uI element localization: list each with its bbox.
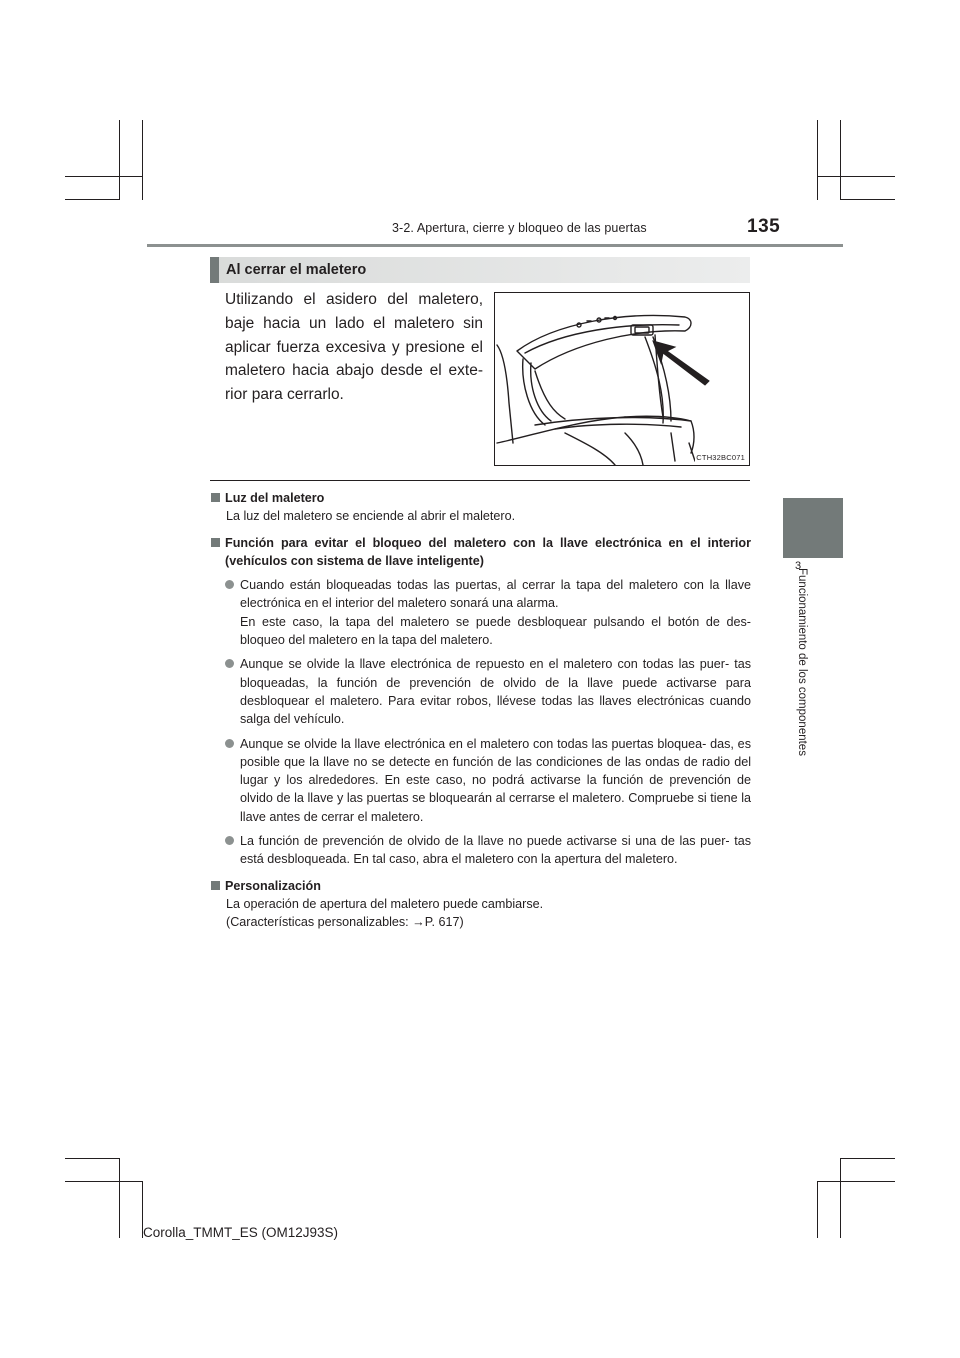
list-item-text: La función de prevención de olvido de la llave no puede activarse si una de las puer- tas está desbloqueada. En tal caso, abra el maletero con la apertura del maletero. xyxy=(240,834,751,867)
crop-mark xyxy=(840,1158,895,1159)
crop-mark xyxy=(817,120,818,200)
crop-mark xyxy=(142,120,143,200)
crop-mark xyxy=(65,176,142,177)
round-bullet-icon xyxy=(225,739,234,748)
list-item-text: Aunque se olvide la llave electrónica en el maletero con todas las puertas bloquea- das, es posible que la llave no se detecte en función de las condiciones de las ondas de radio del lugar y los alrededores. En este caso, no podrá activarse la función de prevención de olvido de la llave y las puertas se bloquearán al cerrarse el maletero. Compruebe si tiene la llave antes de cerrar el maletero. xyxy=(240,736,751,824)
note-heading xyxy=(211,534,751,571)
chapter-tab xyxy=(783,498,843,558)
list-item xyxy=(211,735,751,826)
note-body: La operación de apertura del maletero puede cambiarse. xyxy=(226,896,544,911)
crop-mark xyxy=(840,1158,841,1238)
note-body-reference[interactable]: (Características personalizables: →P. 617) xyxy=(226,915,464,930)
list-item-text: En este caso, la tapa del maletero se puede desbloquear pulsando el botón de des- bloqueo del maletero en la tapa del maletero. xyxy=(240,614,751,648)
crop-mark xyxy=(119,120,120,200)
notes xyxy=(211,489,751,940)
running-header-section: 3-2. Apertura, cierre y bloqueo de las puertas xyxy=(392,221,647,235)
list-item xyxy=(211,655,751,728)
section-divider xyxy=(210,480,750,481)
intro-paragraph: Utilizando el asidero del maletero, baje hacia un lado el maletero sin aplicar fuerza excesiva y presione el maletero hacia abajo desde el exte- rior para cerrarlo. xyxy=(225,291,483,404)
note-personalization xyxy=(211,877,751,932)
round-bullet-icon xyxy=(225,580,234,589)
page-number: 135 xyxy=(747,216,781,237)
chapter-number: 3 xyxy=(794,560,802,572)
list-item xyxy=(211,576,751,649)
section-heading xyxy=(210,257,750,283)
figure-code: CTH32BC071 xyxy=(696,453,745,462)
crop-mark xyxy=(65,1181,142,1182)
note-heading-text: Función para evitar el bloqueo del maletero con la llave electrónica en el interior (vehículos con sistema de llave inteligente) xyxy=(225,535,751,568)
note-key-lockout xyxy=(211,534,751,869)
crop-mark xyxy=(65,199,119,200)
heading-accent-bar xyxy=(210,257,219,283)
round-bullet-icon xyxy=(225,659,234,668)
round-bullet-icon xyxy=(225,836,234,845)
trunk-drawing xyxy=(495,293,750,466)
note-heading-text: Personalización xyxy=(225,878,321,893)
note-body: La luz del maletero se enciende al abrir el maletero. xyxy=(226,509,516,524)
crop-mark xyxy=(840,120,841,200)
crop-mark xyxy=(817,1181,895,1182)
list-item xyxy=(211,832,751,869)
note-heading xyxy=(211,489,751,507)
note-heading xyxy=(211,877,751,895)
square-bullet-icon xyxy=(211,493,220,502)
list-item-text: Aunque se olvide la llave electrónica de repuesto en el maletero con todas las puer- tas bloqueadas, la función de prevención de olvido de la llave puede activarse para desbloquear el maletero. Para evitar robos, llévese todas las llaves electrónicas cuando salga del vehículo. xyxy=(240,657,751,727)
crop-mark xyxy=(817,1181,818,1238)
crop-mark xyxy=(119,1158,120,1238)
crop-mark xyxy=(840,199,895,200)
header-rule xyxy=(147,244,843,247)
square-bullet-icon xyxy=(211,538,220,547)
square-bullet-icon xyxy=(211,881,220,890)
note-heading-text: Luz del maletero xyxy=(225,491,325,505)
trunk-illustration xyxy=(494,292,750,466)
list-item-text: Cuando están bloqueadas todas las puertas, al cerrar la tapa del maletero con la llave electrónica en el interior del maletero sonará una alarma. xyxy=(240,578,751,611)
footer-manual-id: Corolla_TMMT_ES (OM12J93S) xyxy=(143,1225,339,1240)
section-heading-text: Al cerrar el maletero xyxy=(226,262,367,278)
note-trunk-light xyxy=(211,489,751,526)
chapter-title: Funcionamiento de los componentes xyxy=(796,568,808,756)
crop-mark xyxy=(817,176,895,177)
crop-mark xyxy=(65,1158,119,1159)
